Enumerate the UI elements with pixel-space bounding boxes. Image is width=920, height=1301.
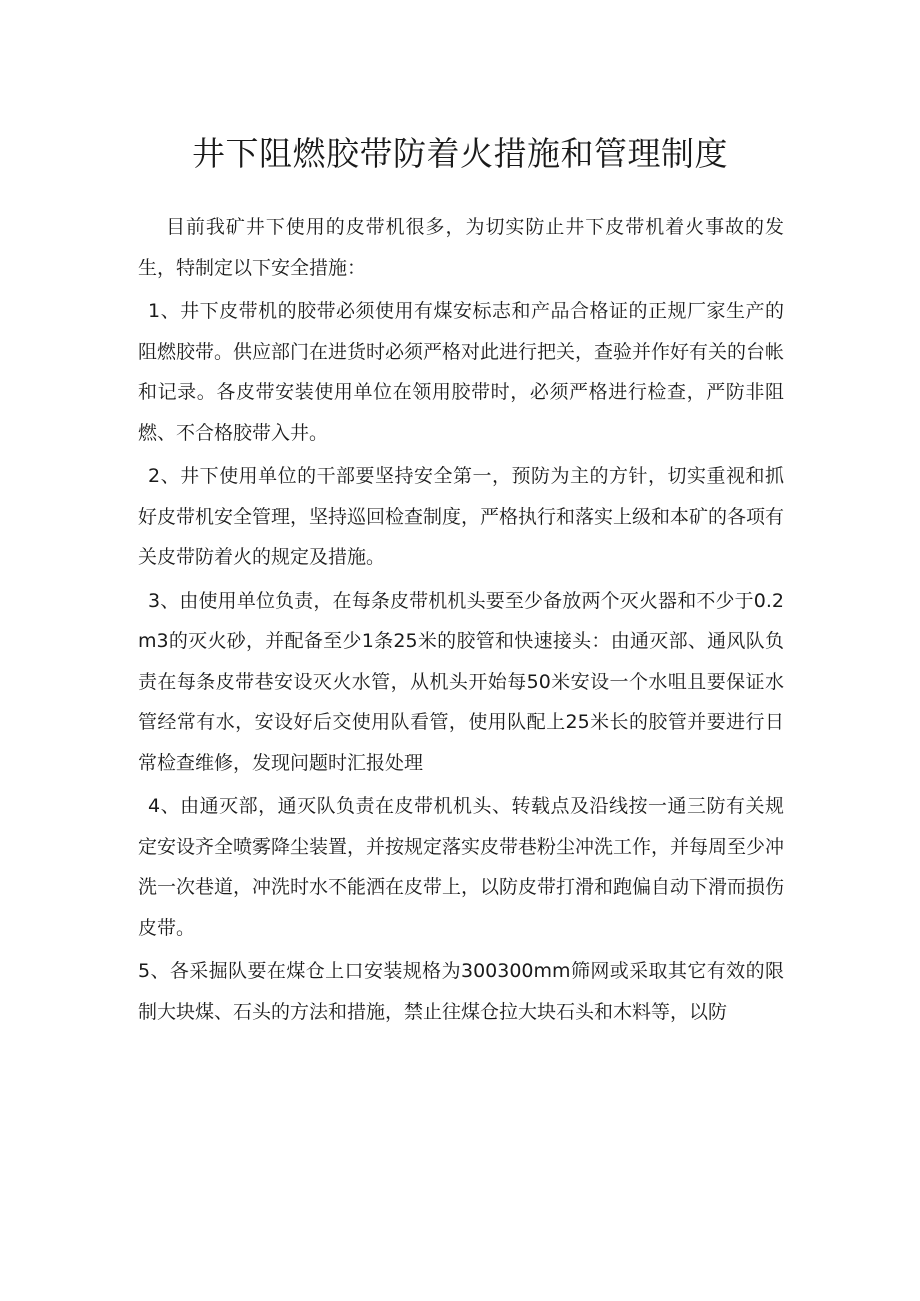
measure-paragraph-3: 3、由使用单位负责，在每条皮带机机头要至少备放两个灭火器和不少于0.2m3的灭火砂，并配备至少1条25米的胶管和快速接头：由通灭部、通风队负责在每条皮带巷安设灭火水管，从机头开始每50米安设一个水咀且要保证水管经常有水，安设好后交使用队看管，使用队配上25米长的胶管并要进行日常检查维修，发现问题时汇报处理 [138,589,784,774]
measure-paragraph-4: 4、由通灭部，通灭队负责在皮带机机头、转载点及沿线按一通三防有关规定安设齐全喷雾降尘装置，并按规定落实皮带巷粉尘冲洗工作，并每周至少冲洗一次巷道，冲洗时水不能洒在皮带上，以防皮带打滑和跑偏自动下滑而损伤皮带。 [138,795,785,939]
document-body [138,207,784,1032]
document-title: 井下阻燃胶带防着火措施和管理制度 [192,134,728,173]
measure-paragraph-1: 1、井下皮带机的胶带必须使用有煤安标志和产品合格证的正规厂家生产的阻燃胶带。供应部门在进货时必须严格对此进行把关，查验并作好有关的台帐和记录。各皮带安装使用单位在领用胶带时，必须严格进行检查，严防非阻燃、不合格胶带入井。 [138,300,785,444]
measure-paragraph-2: 2、井下使用单位的干部要坚持安全第一，预防为主的方针，切实重视和抓好皮带机安全管理，坚持巡回检查制度，严格执行和落实上级和本矿的各项有关皮带防着火的规定及措施。 [138,465,785,568]
intro-paragraph: 目前我矿井下使用的皮带机很多，为切实防止井下皮带机着火事故的发生，特制定以下安全措施： [138,216,784,279]
measure-paragraph-5: 5、各采掘队要在煤仓上口安装规格为300300mm筛网或采取其它有效的限制大块煤、石头的方法和措施，禁止往煤仓拉大块石头和木料等，以防 [138,960,784,1023]
